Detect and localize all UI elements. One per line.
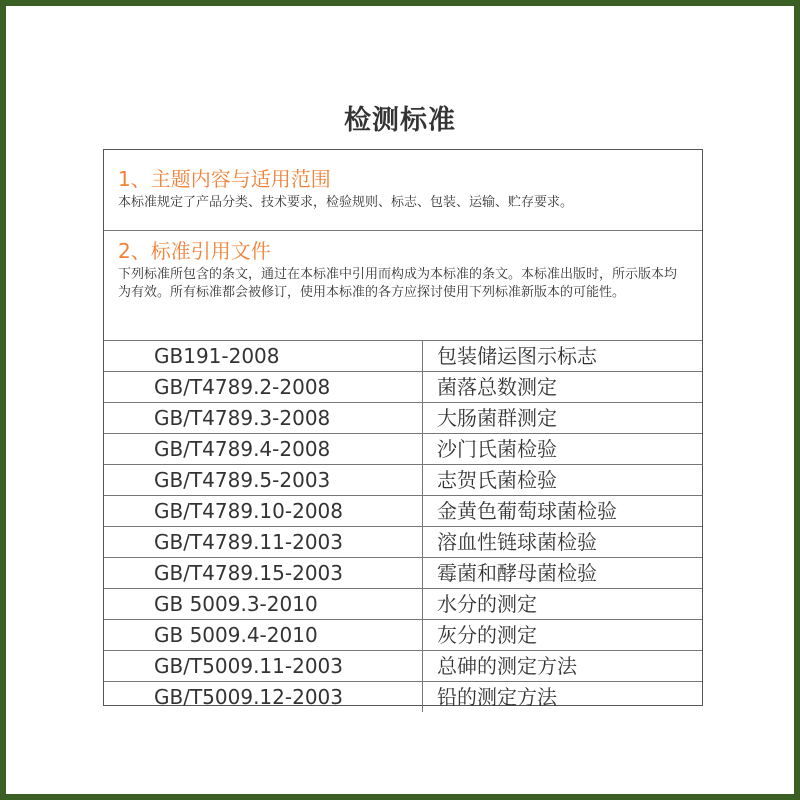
- table-row: [104, 465, 702, 496]
- table-row: [104, 651, 702, 682]
- standard-name: 志贺氏菌检验: [423, 465, 703, 496]
- standard-code: GB/T5009.11-2003: [104, 651, 423, 682]
- standards-table: [104, 341, 702, 712]
- table-row: [104, 496, 702, 527]
- table-row: [104, 341, 702, 372]
- standard-code: GB/T4789.11-2003: [104, 527, 423, 558]
- standard-name: 沙门氏菌检验: [423, 434, 703, 465]
- standard-code: GB/T4789.3-2008: [104, 403, 423, 434]
- table-row: [104, 589, 702, 620]
- standard-code: GB 5009.4-2010: [104, 620, 423, 651]
- table-row: [104, 434, 702, 465]
- standards-frame: [103, 149, 703, 709]
- standard-name: 灰分的测定: [423, 620, 703, 651]
- section-scope-heading: 1、主题内容与适用范围: [118, 167, 331, 191]
- standard-name: 总砷的测定方法: [423, 651, 703, 682]
- standard-code: GB191-2008: [104, 341, 423, 372]
- table-row: [104, 372, 702, 403]
- section-scope-body: 本标准规定了产品分类、技术要求，检验规则、标志、包装、运输、贮存要求。: [118, 195, 574, 210]
- standard-code: GB/T4789.5-2003: [104, 465, 423, 496]
- section-references: [104, 231, 702, 341]
- section-scope: [104, 150, 702, 231]
- standard-code: GB/T4789.2-2008: [104, 372, 423, 403]
- section-references-body: 下列标准所包含的条文，通过在本标准中引用而构成为本标准的条文。本标准出版时，所示版本均为有效。所有标准都会被修订，使用本标准的各方应探讨使用下列标准新版本的可能性。: [118, 267, 678, 300]
- standard-name: 铅的测定方法: [437, 685, 557, 709]
- standard-name: 霉菌和酵母菌检验: [423, 558, 703, 589]
- table-row: [104, 558, 702, 589]
- standard-name: 包装储运图示标志: [423, 341, 703, 372]
- table-row: [104, 527, 702, 558]
- standard-name: 水分的测定: [423, 589, 703, 620]
- page-title: 检测标准: [344, 105, 456, 136]
- standard-name: 菌落总数测定: [423, 372, 703, 403]
- standard-code: GB/T4789.4-2008: [104, 434, 423, 465]
- standard-code: GB/T4789.10-2008: [104, 496, 423, 527]
- section-references-heading: 2、标准引用文件: [118, 239, 271, 263]
- standard-code: GB/T4789.15-2003: [104, 558, 423, 589]
- document-page: [6, 6, 794, 794]
- table-row: [104, 620, 702, 651]
- standard-code: GB/T5009.12-2003: [104, 682, 423, 713]
- standard-name: 溶血性链球菌检验: [423, 527, 703, 558]
- standard-name: 金黄色葡萄球菌检验: [423, 496, 703, 527]
- table-row: [104, 682, 702, 713]
- standard-name: 大肠菌群测定: [423, 403, 703, 434]
- standard-code: GB 5009.3-2010: [104, 589, 423, 620]
- table-row: [104, 403, 702, 434]
